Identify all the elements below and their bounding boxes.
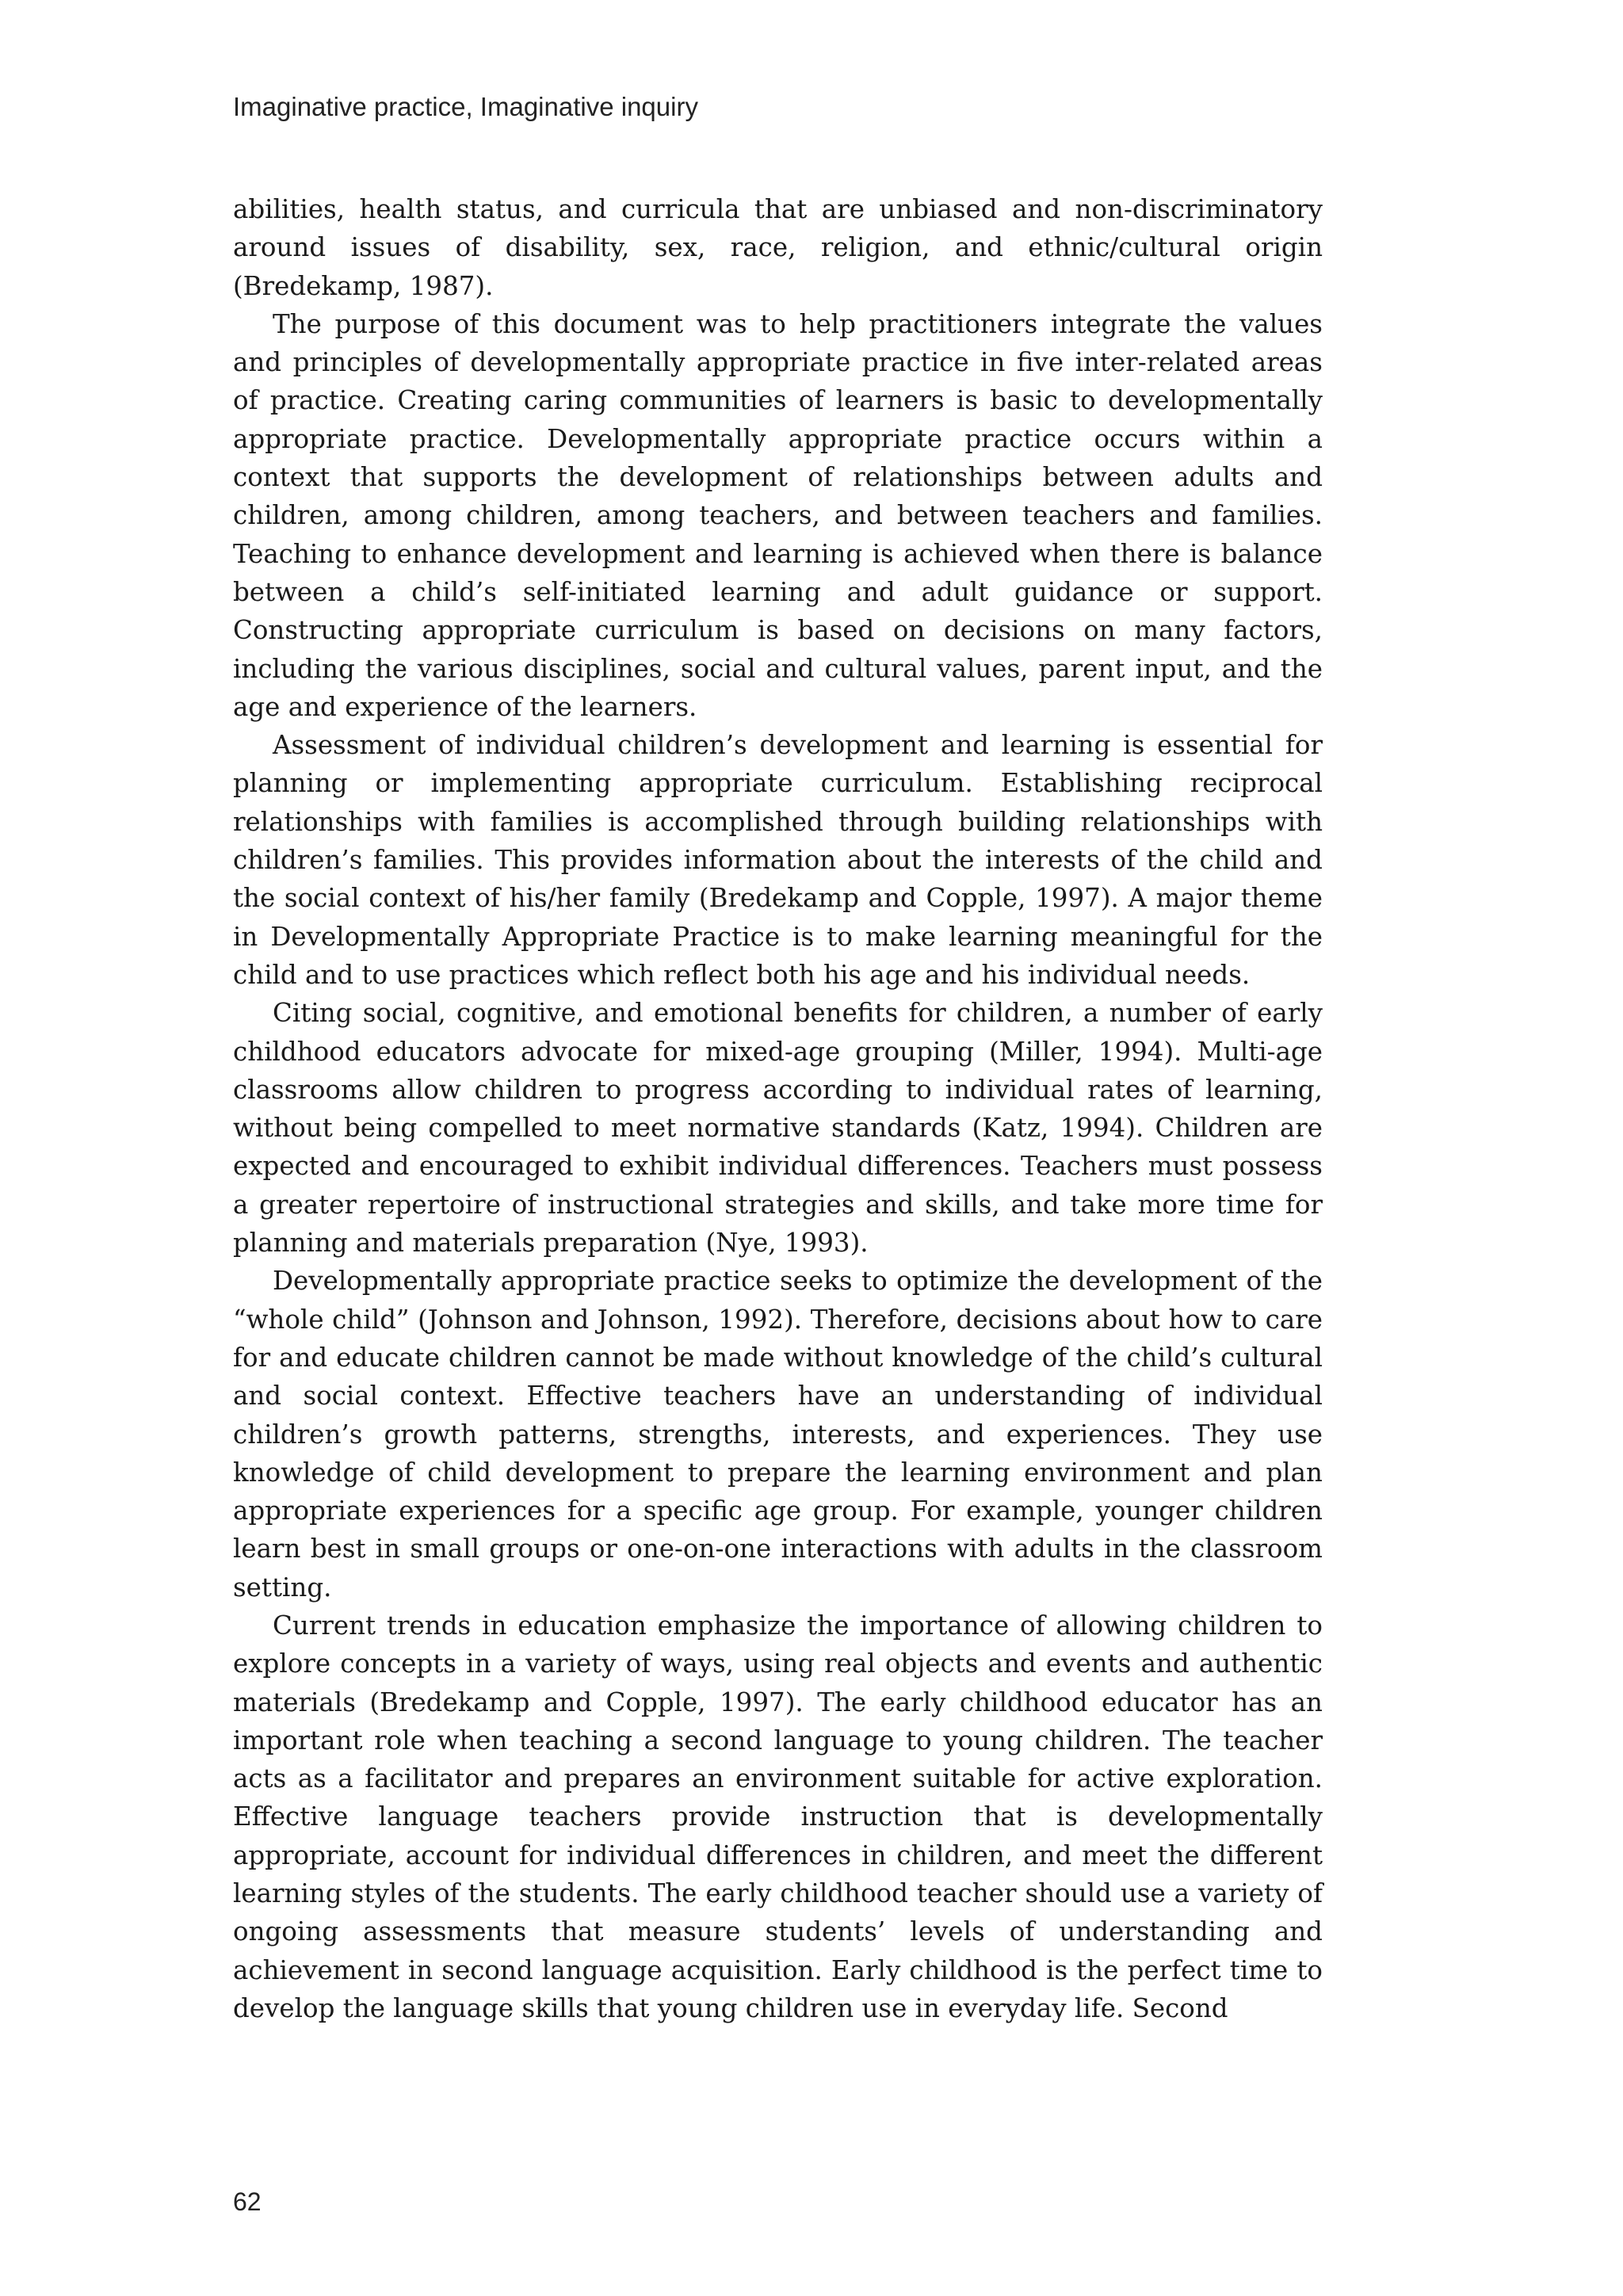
paragraph-assessment: Assessment of individual children’s development and learning is essential for planning or implementing appropriate curriculum. Establishing reciprocal relationships with families is accomplished through building relationships with children’s families. This provides information about the interests of the child and the social context of his/her family (Bredekamp and Copple, 1997). A major theme in Developmentally Appropriate Practice is to make learning meaningful for the child and to use practices which reflect both his age and his individual needs. <box>233 730 1323 990</box>
body-text <box>233 190 1323 2027</box>
paragraph-current-trends: Current trends in education emphasize the importance of allowing children to explore concepts in a variety of ways, using real objects and events and authentic materials (Bredekamp and Copple, 1997). The early childhood educator has an important role when teaching a second language to young children. The teacher acts as a facilitator and prepares an environment suitable for active exploration. Effective language teachers provide instruction that is developmentally appropriate, account for individual differences in children, and meet the different learning styles of the students. The early childhood teacher should use a variety of ongoing assessments that measure students’ levels of understanding and achievement in second language acquisition. Early childhood is the perfect time to develop the language skills that young children use in everyday life. Second <box>233 1610 1323 2023</box>
paragraph-continued: abilities, health status, and curricula that are unbiased and non-discriminatory around issues of disability, sex, race, religion, and ethnic/cultural origin (Bredekamp, 1987). <box>233 194 1323 301</box>
page-number: 62 <box>233 2187 262 2216</box>
paragraph-mixed-age-grouping: Citing social, cognitive, and emotional benefits for children, a number of early childhood educators advocate for mixed-age grouping (Miller, 1994). Multi-age classrooms allow children to progress according to individual rates of learning, without being compelled to meet normative standards (Katz, 1994). Children are expected and encouraged to exhibit individual differences. Teachers must possess a greater repertoire of instructional strategies and skills, and take more time for planning and materials preparation (Nye, 1993). <box>233 998 1323 1259</box>
paragraph-whole-child: Developmentally appropriate practice seeks to optimize the development of the “whole child” (Johnson and Johnson, 1992). Therefore, decisions about how to care for and educate children cannot be made without knowledge of the child’s cultural and social context. Effective teachers have an understanding of individual children’s growth patterns, strengths, interests, and experiences. They use knowledge of child development to prepare the learning environment and plan appropriate experiences for a specific age group. For example, younger children learn best in small groups or one-on-one interactions with adults in the classroom setting. <box>233 1266 1323 1603</box>
running-header: Imaginative practice, Imaginative inquiry <box>233 92 698 121</box>
paragraph-document-purpose: The purpose of this document was to help practitioners integrate the values and principles of developmentally appropriate practice in five inter-related areas of practice. Creating caring communities of learners is basic to developmentally appropriate practice. Developmentally appropriate practice occurs within a context that supports the development of relationships between adults and children, among children, among teachers, and between teachers and families. Teaching to enhance development and learning is achieved when there is balance between a child’s self-initiated learning and adult guidance or support. Constructing appropriate curriculum is based on decisions on many factors, including the various disciplines, social and cultural values, parent input, and the age and experience of the learners. <box>233 308 1323 722</box>
